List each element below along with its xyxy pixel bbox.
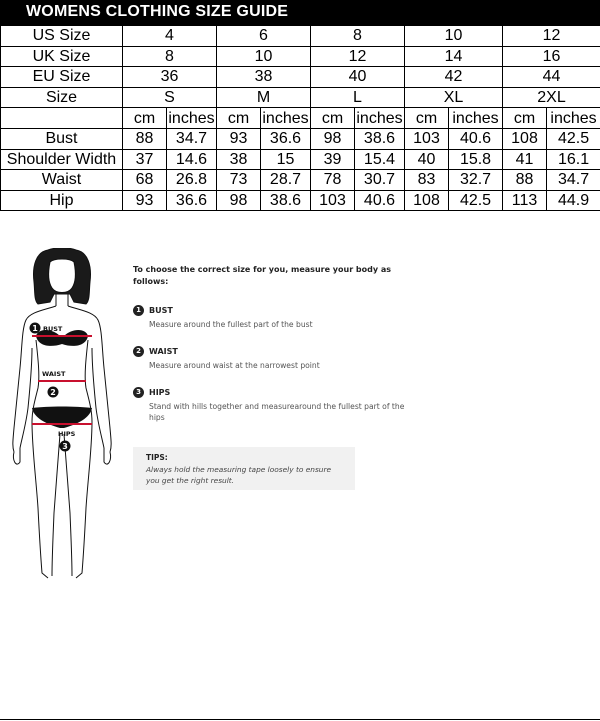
us-size-value: 8 <box>311 26 405 47</box>
row-label: EU Size <box>1 67 123 88</box>
step-title: HIPS <box>149 388 171 397</box>
uk-size-value: 16 <box>503 46 600 67</box>
page-title: WOMENS CLOTHING SIZE GUIDE <box>26 3 289 20</box>
letter-size-value: 2XL <box>503 87 600 108</box>
us-size-value: 12 <box>503 26 600 47</box>
unit-inches: inches <box>262 109 309 127</box>
us-size-row <box>1 26 600 47</box>
cell: 26.8 <box>167 170 217 191</box>
letter-size-value: M <box>217 87 311 108</box>
eu-size-value: 42 <box>405 67 503 88</box>
unit-cm: cm <box>217 108 261 129</box>
eu-size-value: 40 <box>311 67 405 88</box>
cell: 38.6 <box>261 190 311 211</box>
cell: 32.7 <box>449 170 503 191</box>
row-label: UK Size <box>1 46 123 67</box>
unit-cm: cm <box>405 108 449 129</box>
cell: 42.5 <box>547 128 600 149</box>
uk-size-value: 14 <box>405 46 503 67</box>
cell: 38 <box>217 149 261 170</box>
cell: 37 <box>123 149 167 170</box>
step-number-2-icon: 2 <box>133 346 144 357</box>
measuring-guide <box>133 264 423 422</box>
cell: 93 <box>123 190 167 211</box>
step-description: Measure around the fullest part of the bust <box>149 320 313 329</box>
guide-intro: To choose the correct size for you, measure your body as follows: <box>133 265 392 286</box>
page-header <box>0 0 600 25</box>
unit-inches: inches <box>168 109 215 127</box>
tips-box <box>133 447 355 490</box>
row-label: Hip <box>1 190 123 211</box>
row-label: Shoulder Width <box>1 149 123 170</box>
letter-size-row <box>1 87 600 108</box>
unit-row <box>1 108 600 129</box>
marker-1-number: 1 <box>32 324 38 333</box>
cell: 113 <box>503 190 547 211</box>
cell: 15.4 <box>355 149 405 170</box>
uk-size-value: 12 <box>311 46 405 67</box>
cell: 98 <box>217 190 261 211</box>
cell: 83 <box>405 170 449 191</box>
cell: 103 <box>405 128 449 149</box>
bust-label: BUST <box>43 325 63 333</box>
cell: 88 <box>503 170 547 191</box>
waist-row <box>1 170 600 191</box>
cell: 34.7 <box>547 170 600 191</box>
cell: 93 <box>217 128 261 149</box>
bust-row <box>1 128 600 149</box>
cell: 30.7 <box>355 170 405 191</box>
us-size-value: 10 <box>405 26 503 47</box>
cell: 36.6 <box>261 128 311 149</box>
cell: 98 <box>311 128 355 149</box>
us-size-value: 6 <box>217 26 311 47</box>
uk-size-row <box>1 46 600 67</box>
step-description: Measure around waist at the narrowest point <box>149 361 320 370</box>
shoulder-row <box>1 149 600 170</box>
cell: 36.6 <box>167 190 217 211</box>
letter-size-value: S <box>123 87 217 108</box>
row-label: Waist <box>1 170 123 191</box>
letter-size-value: XL <box>405 87 503 108</box>
cell: 15 <box>261 149 311 170</box>
step-number-1-icon: 1 <box>133 305 144 316</box>
eu-size-value: 36 <box>123 67 217 88</box>
marker-2-number: 2 <box>50 388 56 397</box>
tips-title: TIPS: <box>146 453 168 462</box>
cell: 103 <box>311 190 355 211</box>
uk-size-value: 8 <box>123 46 217 67</box>
cell: 88 <box>123 128 167 149</box>
step-description: Stand with hills together and measurearound the fullest part of the hips <box>149 402 405 422</box>
row-label: Size <box>1 87 123 108</box>
cell: 40.6 <box>449 128 503 149</box>
unit-inches: inches <box>449 108 503 129</box>
uk-size-value: 10 <box>217 46 311 67</box>
unit-inches: inches <box>356 109 403 127</box>
step-title: WAIST <box>149 347 178 356</box>
cell: 108 <box>503 128 547 149</box>
cell: 15.8 <box>449 149 503 170</box>
cell: 28.7 <box>261 170 311 191</box>
unit-cm: cm <box>311 108 355 129</box>
cell: 40 <box>405 149 449 170</box>
marker-3-number: 3 <box>62 442 68 451</box>
cell: 108 <box>405 190 449 211</box>
cell: 44.9 <box>547 190 600 211</box>
cell: 34.7 <box>167 128 217 149</box>
step-number-3-icon: 3 <box>133 387 144 398</box>
tips-text: Always hold the measuring tape loosely to ensure you get the right result. <box>146 465 332 485</box>
cell: 78 <box>311 170 355 191</box>
letter-size-value: L <box>311 87 405 108</box>
hips-label: HIPS <box>58 430 76 438</box>
cell: 42.5 <box>449 190 503 211</box>
hip-row <box>1 190 600 211</box>
unit-cm: cm <box>123 108 167 129</box>
cell: 68 <box>123 170 167 191</box>
unit-cm: cm <box>503 108 547 129</box>
cell: 41 <box>503 149 547 170</box>
row-label: US Size <box>1 26 123 47</box>
eu-size-value: 44 <box>503 67 600 88</box>
body-figure-illustration <box>8 248 118 598</box>
bottom-divider <box>0 719 600 720</box>
row-label: Bust <box>1 128 123 149</box>
cell: 16.1 <box>547 149 600 170</box>
cell: 38.6 <box>355 128 405 149</box>
eu-size-row <box>1 67 600 88</box>
cell: 14.6 <box>167 149 217 170</box>
cell: 73 <box>217 170 261 191</box>
us-size-value: 4 <box>123 26 217 47</box>
eu-size-value: 38 <box>217 67 311 88</box>
step-title: BUST <box>149 306 173 315</box>
cell: 39 <box>311 149 355 170</box>
empty-cell <box>1 108 123 129</box>
waist-label: WAIST <box>42 370 66 378</box>
cell: 40.6 <box>355 190 405 211</box>
size-table <box>0 25 600 211</box>
unit-inches: inches <box>547 108 600 129</box>
